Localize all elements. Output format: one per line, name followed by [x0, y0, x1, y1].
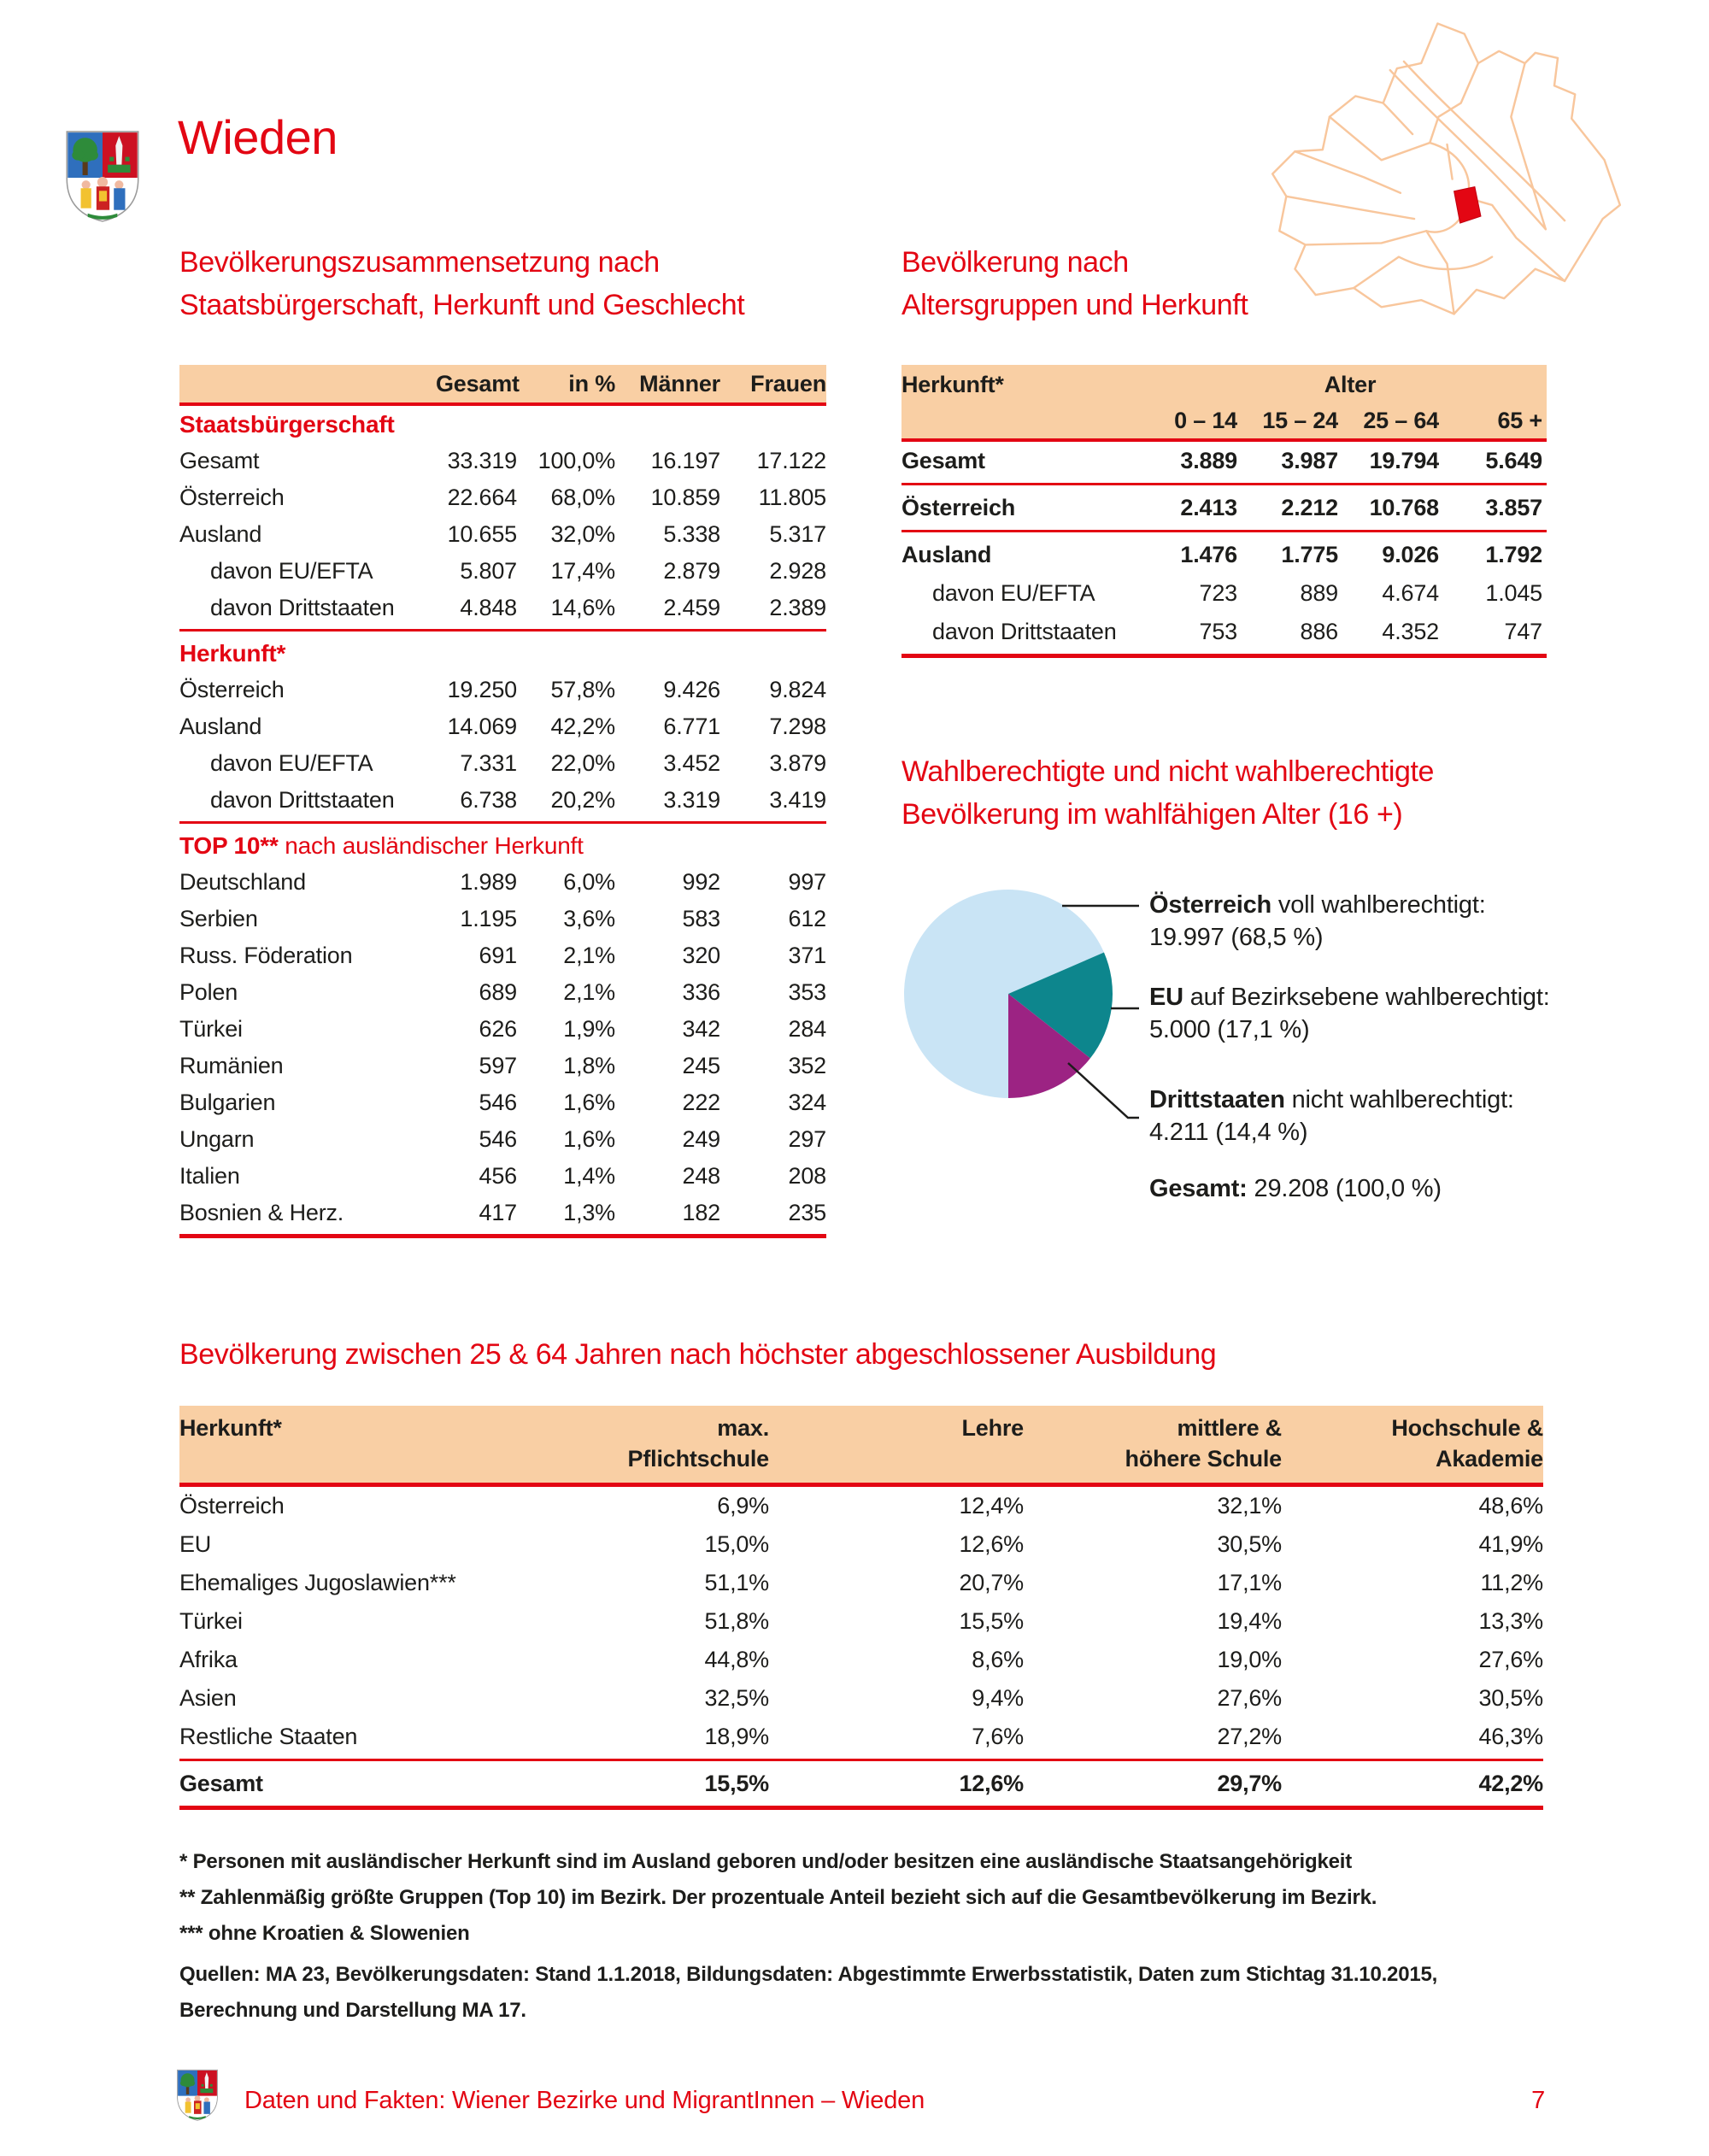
cell-lehre: 9,4%: [972, 1685, 1024, 1711]
row-label: Asien: [179, 1685, 237, 1711]
table-rule: [901, 530, 1547, 532]
cell-mittlere-schule: 19,0%: [1217, 1647, 1282, 1672]
cell-gesamt: 546: [479, 1090, 517, 1115]
row-label: davon EU/EFTA: [210, 558, 373, 584]
cell-in-percent: 42,2%: [550, 714, 615, 739]
cell-maenner: 3.452: [663, 750, 720, 776]
table-rule: [901, 654, 1547, 658]
pie-label-austria-bold: Österreich: [1149, 891, 1272, 919]
cell-frauen: 9.824: [769, 677, 826, 702]
row-label: Italien: [179, 1163, 240, 1189]
pie-section-title-line2: Bevölkerung im wahlfähigen Alter (16 +): [901, 798, 1403, 831]
cell-hochschule: 42,2%: [1478, 1771, 1543, 1796]
vienna-districts-map: [1260, 13, 1632, 342]
cell-lehre: 8,6%: [972, 1647, 1024, 1672]
cell-maenner: 336: [682, 979, 720, 1005]
cell-gesamt: 19.250: [447, 677, 517, 702]
pie-label-eu-rest: auf Bezirksebene wahlberechtigt:: [1183, 984, 1550, 1011]
table-group-label: Staatsbürgerschaft: [179, 411, 395, 438]
footnote-1: * Personen mit ausländischer Herkunft sind im Ausland geboren und/oder besitzen eine ausländische Staatsangehörigkeit: [179, 1850, 1353, 1873]
cell-age-15-24: 2.212: [1281, 495, 1338, 520]
table-row: [179, 1158, 826, 1195]
pie-label-drittstaaten: [1149, 1084, 1628, 1148]
cell-age-0-14: 2.413: [1180, 495, 1237, 520]
pie-total-label: [1149, 1172, 1628, 1205]
header-pflichtschule: max. Pflichtschule: [627, 1415, 769, 1472]
table-row: [179, 782, 826, 819]
row-label: Österreich: [901, 495, 1016, 520]
map-district-highlight-wieden: [1454, 187, 1481, 223]
cell-age-65plus: 5.649: [1485, 448, 1542, 473]
cell-gesamt: 1.989: [460, 869, 517, 895]
cell-frauen: 235: [788, 1200, 826, 1225]
table-rule: [179, 1234, 826, 1238]
table-subtitle: TOP 10** nach ausländischer Herkunft: [179, 832, 584, 859]
age-groups-table: [901, 365, 1547, 661]
pie-total-bold: Gesamt:: [1149, 1175, 1248, 1202]
table-row: [179, 708, 826, 745]
cell-frauen: 3.879: [769, 750, 826, 776]
header-lehre: Lehre: [961, 1415, 1024, 1441]
cell-in-percent: 6,0%: [563, 869, 615, 895]
footnote-sources-line1: Quellen: MA 23, Bevölkerungsdaten: Stand 1.1.2018, Bildungsdaten: Abgestimmte Erwerbsstatistik, Daten zum Stichtag 31.10.2015,: [179, 1963, 1438, 1986]
table-row: [901, 536, 1547, 574]
table-rule: [179, 821, 826, 824]
cell-hochschule: 30,5%: [1478, 1685, 1543, 1711]
header-herkunft: Herkunft*: [179, 1415, 282, 1441]
row-label: Ausland: [179, 714, 262, 739]
table-rule: [179, 1806, 1543, 1810]
row-label: Restliche Staaten: [179, 1724, 358, 1749]
cell-mittlere-schule: 30,5%: [1217, 1531, 1282, 1557]
cell-frauen: 612: [788, 906, 826, 931]
cell-hochschule: 11,2%: [1480, 1570, 1543, 1595]
left-section-title: [179, 241, 744, 326]
cell-age-25-64: 10.768: [1369, 495, 1439, 520]
table-row: [901, 442, 1547, 480]
cell-frauen: 11.805: [758, 485, 826, 510]
cell-pflichtschule: 51,1%: [704, 1570, 769, 1595]
table-row: [179, 1718, 1543, 1756]
cell-mittlere-schule: 17,1%: [1217, 1570, 1282, 1595]
cell-mittlere-schule: 32,1%: [1217, 1493, 1282, 1519]
row-label: Ausland: [901, 542, 992, 567]
row-label: davon Drittstaaten: [932, 619, 1117, 644]
cell-in-percent: 1,9%: [563, 1016, 615, 1042]
row-label: Bulgarien: [179, 1090, 276, 1115]
cell-age-25-64: 4.352: [1382, 619, 1439, 644]
pie-label-drittstaaten-rest: nicht wahlberechtigt:: [1284, 1086, 1514, 1113]
cell-in-percent: 20,2%: [550, 787, 615, 813]
table-row: [179, 1602, 1543, 1641]
header-mittlere-schule: mittlere & höhere Schule: [1125, 1415, 1282, 1472]
header-frauen: Frauen: [750, 371, 826, 397]
pie-section-title: [901, 750, 1434, 836]
table-row: [179, 1048, 826, 1084]
table-header-row: [179, 365, 826, 402]
table-row: [179, 864, 826, 901]
row-label: Ehemaliges Jugoslawien***: [179, 1570, 456, 1595]
cell-frauen: 5.317: [769, 521, 826, 547]
pie-label-austria-value: 19.997 (68,5 %): [1149, 924, 1324, 951]
cell-age-25-64: 9.026: [1382, 542, 1439, 567]
cell-lehre: 20,7%: [959, 1570, 1024, 1595]
cell-gesamt: 1.195: [460, 906, 517, 931]
cell-frauen: 2.928: [769, 558, 826, 584]
cell-in-percent: 32,0%: [550, 521, 615, 547]
cell-maenner: 342: [682, 1016, 720, 1042]
table-row: [179, 1679, 1543, 1718]
cell-hochschule: 27,6%: [1478, 1647, 1543, 1672]
cell-hochschule: 41,9%: [1478, 1531, 1543, 1557]
cell-maenner: 10.859: [650, 485, 720, 510]
row-label: Türkei: [179, 1016, 243, 1042]
header-alter: Alter: [1324, 372, 1377, 397]
table-row: [179, 937, 826, 974]
footer-text: Daten und Fakten: Wiener Bezirke und MigrantInnen – Wieden: [244, 2087, 925, 2114]
right-section-title-line1: Bevölkerung nach: [901, 246, 1129, 279]
cell-gesamt: 456: [479, 1163, 517, 1189]
cell-pflichtschule: 18,9%: [704, 1724, 769, 1749]
table-row: [179, 590, 826, 626]
pie-label-austria: [1149, 889, 1628, 954]
right-section-title: [901, 241, 1248, 326]
cell-maenner: 248: [682, 1163, 720, 1189]
header-herkunft: Herkunft*: [901, 372, 1004, 397]
cell-pflichtschule: 15,5%: [704, 1771, 769, 1796]
cell-frauen: 997: [788, 869, 826, 895]
row-label: Österreich: [179, 1493, 285, 1519]
cell-gesamt: 33.319: [447, 448, 517, 473]
row-label: Serbien: [179, 906, 258, 931]
cell-gesamt: 10.655: [447, 521, 517, 547]
table-row: [179, 1121, 826, 1158]
table-body: [179, 1487, 1543, 1810]
cell-hochschule: 13,3%: [1478, 1608, 1543, 1634]
page-number: 7: [1531, 2087, 1545, 2114]
pie-label-austria-rest: voll wahlberechtigt:: [1271, 891, 1486, 919]
table-row: [179, 1564, 1543, 1602]
table-row: [179, 1084, 826, 1121]
row-label: Gesamt: [179, 1771, 263, 1796]
table-row: [179, 1765, 1543, 1803]
row-label: Türkei: [179, 1608, 243, 1634]
cell-lehre: 7,6%: [972, 1724, 1024, 1749]
cell-maenner: 245: [682, 1053, 720, 1078]
footnote-2: ** Zahlenmäßig größte Gruppen (Top 10) im Bezirk. Der prozentuale Anteil bezieht sich auf die Gesamtbevölkerung im Bezirk.: [179, 1886, 1377, 1909]
cell-mittlere-schule: 27,2%: [1217, 1724, 1282, 1749]
left-section-title-line1: Bevölkerungszusammensetzung nach: [179, 246, 660, 279]
pie-leader-line-drittstaaten: [1068, 1063, 1139, 1118]
cell-in-percent: 3,6%: [563, 906, 615, 931]
table-row: [179, 516, 826, 553]
cell-age-0-14: 1.476: [1180, 542, 1237, 567]
header-maenner: Männer: [639, 371, 720, 397]
cell-maenner: 6.771: [663, 714, 720, 739]
cell-frauen: 7.298: [769, 714, 826, 739]
cell-age-65plus: 1.045: [1485, 580, 1542, 606]
cell-in-percent: 1,4%: [563, 1163, 615, 1189]
cell-frauen: 324: [788, 1090, 826, 1115]
cell-age-65plus: 747: [1504, 619, 1542, 644]
cell-maenner: 992: [682, 869, 720, 895]
row-label: davon EU/EFTA: [932, 580, 1095, 606]
cell-in-percent: 2,1%: [563, 979, 615, 1005]
cell-maenner: 182: [682, 1200, 720, 1225]
row-label: Österreich: [179, 677, 285, 702]
cell-age-15-24: 889: [1300, 580, 1338, 606]
cell-frauen: 371: [788, 943, 826, 968]
cell-gesamt: 14.069: [447, 714, 517, 739]
education-table: [179, 1406, 1543, 1813]
row-label: davon EU/EFTA: [210, 750, 373, 776]
cell-gesamt: 626: [479, 1016, 517, 1042]
cell-in-percent: 14,6%: [550, 595, 615, 620]
header-gesamt: Gesamt: [436, 371, 520, 397]
cell-lehre: 12,6%: [959, 1531, 1024, 1557]
table-header-band: [901, 365, 1547, 438]
cell-in-percent: 1,8%: [563, 1053, 615, 1078]
cell-lehre: 12,4%: [959, 1493, 1024, 1519]
table-row: [179, 1195, 826, 1231]
cell-hochschule: 46,3%: [1478, 1724, 1543, 1749]
cell-age-15-24: 1.775: [1281, 542, 1338, 567]
cell-maenner: 320: [682, 943, 720, 968]
row-label: Polen: [179, 979, 238, 1005]
row-label: Russ. Föderation: [179, 943, 353, 968]
row-label: Afrika: [179, 1647, 238, 1672]
citizenship-origin-table: [179, 365, 826, 1242]
cell-age-25-64: 19.794: [1369, 448, 1439, 473]
row-label: Gesamt: [179, 448, 260, 473]
cell-gesamt: 546: [479, 1126, 517, 1152]
footnotes: [179, 1844, 1564, 2029]
table-row: [179, 672, 826, 708]
cell-gesamt: 597: [479, 1053, 517, 1078]
header-age-0-14: 0 – 14: [1174, 408, 1237, 433]
table-rule: [901, 483, 1547, 485]
cell-maenner: 249: [682, 1126, 720, 1152]
cell-in-percent: 17,4%: [550, 558, 615, 584]
pie-label-eu: [1149, 981, 1628, 1046]
cell-age-15-24: 886: [1300, 619, 1338, 644]
row-label: Österreich: [179, 485, 285, 510]
row-label: Ungarn: [179, 1126, 255, 1152]
cell-pflichtschule: 44,8%: [704, 1647, 769, 1672]
cell-age-65plus: 1.792: [1485, 542, 1542, 567]
pie-label-eu-value: 5.000 (17,1 %): [1149, 1016, 1310, 1043]
page-title: Wieden: [178, 110, 338, 164]
cell-frauen: 284: [788, 1016, 826, 1042]
row-label: davon Drittstaaten: [210, 595, 395, 620]
cell-maenner: 16.197: [650, 448, 720, 473]
row-label: EU: [179, 1531, 212, 1557]
cell-frauen: 297: [788, 1126, 826, 1152]
table-row: [179, 1487, 1543, 1525]
cell-gesamt: 7.331: [460, 750, 517, 776]
table-row: [179, 745, 826, 782]
cell-gesamt: 22.664: [447, 485, 517, 510]
cell-lehre: 12,6%: [959, 1771, 1024, 1796]
right-section-title-line2: Altersgruppen und Herkunft: [901, 289, 1248, 321]
table-row: [179, 1641, 1543, 1679]
table-row: [179, 1525, 1543, 1564]
cell-in-percent: 68,0%: [550, 485, 615, 510]
map-outline-icon: [1272, 23, 1620, 314]
row-label: Deutschland: [179, 869, 306, 895]
cell-gesamt: 5.807: [460, 558, 517, 584]
cell-maenner: 583: [682, 906, 720, 931]
education-section-title: Bevölkerung zwischen 25 & 64 Jahren nach höchster abgeschlossener Ausbildung: [179, 1338, 1217, 1371]
table-row: [179, 901, 826, 937]
table-row: [179, 443, 826, 479]
header-hochschule: Hochschule & Akademie: [1391, 1415, 1543, 1472]
cell-in-percent: 1,6%: [563, 1090, 615, 1115]
cell-frauen: 353: [788, 979, 826, 1005]
cell-mittlere-schule: 29,7%: [1217, 1771, 1282, 1796]
cell-hochschule: 48,6%: [1478, 1493, 1543, 1519]
table-group-label: Herkunft*: [179, 640, 286, 667]
table-header-band: [179, 1406, 1543, 1483]
cell-frauen: 17.122: [756, 448, 826, 473]
cell-mittlere-schule: 27,6%: [1217, 1685, 1282, 1711]
table-rule: [179, 1759, 1543, 1761]
cell-in-percent: 57,8%: [550, 677, 615, 702]
cell-pflichtschule: 15,0%: [704, 1531, 769, 1557]
cell-age-0-14: 753: [1199, 619, 1237, 644]
cell-frauen: 352: [788, 1053, 826, 1078]
header-age-15-24: 15 – 24: [1262, 408, 1338, 433]
district-crest-icon: [63, 128, 142, 228]
cell-maenner: 2.879: [663, 558, 720, 584]
row-label: davon Drittstaaten: [210, 787, 395, 813]
cell-frauen: 3.419: [769, 787, 826, 813]
cell-in-percent: 1,3%: [563, 1200, 615, 1225]
cell-pflichtschule: 51,8%: [704, 1608, 769, 1634]
cell-gesamt: 4.848: [460, 595, 517, 620]
table-row: [901, 489, 1547, 527]
table-row: [901, 613, 1547, 651]
cell-frauen: 2.389: [769, 595, 826, 620]
cell-maenner: 9.426: [663, 677, 720, 702]
header-age-65plus: 65 +: [1497, 408, 1542, 433]
voting-pie-chart: [872, 855, 1162, 1145]
row-label: Ausland: [179, 521, 262, 547]
footer-crest-icon: [175, 2068, 220, 2126]
table-body: [179, 406, 826, 1238]
footnote-3: *** ohne Kroatien & Slowenien: [179, 1922, 470, 1945]
pie-total-value: 29.208 (100,0 %): [1247, 1175, 1442, 1202]
cell-gesamt: 689: [479, 979, 517, 1005]
pie-section-title-line1: Wahlberechtigte und nicht wahlberechtigte: [901, 755, 1435, 788]
cell-age-15-24: 3.987: [1281, 448, 1338, 473]
table-row: [901, 574, 1547, 613]
cell-age-0-14: 723: [1199, 580, 1237, 606]
cell-pflichtschule: 6,9%: [717, 1493, 769, 1519]
table-row: [179, 974, 826, 1011]
cell-frauen: 208: [788, 1163, 826, 1189]
table-row: [179, 479, 826, 516]
cell-mittlere-schule: 19,4%: [1217, 1608, 1282, 1634]
cell-in-percent: 2,1%: [563, 943, 615, 968]
left-section-title-line2: Staatsbürgerschaft, Herkunft und Geschlecht: [179, 289, 745, 321]
row-label: Rumänien: [179, 1053, 284, 1078]
cell-in-percent: 1,6%: [563, 1126, 615, 1152]
cell-age-0-14: 3.889: [1180, 448, 1237, 473]
pie-label-drittstaaten-value: 4.211 (14,4 %): [1149, 1119, 1308, 1146]
table-row: [179, 1011, 826, 1048]
cell-pflichtschule: 32,5%: [704, 1685, 769, 1711]
pie-label-eu-bold: EU: [1149, 984, 1183, 1011]
table-header-row: [901, 402, 1547, 438]
cell-in-percent: 22,0%: [550, 750, 615, 776]
cell-lehre: 15,5%: [959, 1608, 1024, 1634]
pie-label-drittstaaten-bold: Drittstaaten: [1149, 1086, 1285, 1113]
cell-maenner: 5.338: [663, 521, 720, 547]
cell-maenner: 2.459: [663, 595, 720, 620]
cell-gesamt: 417: [479, 1200, 517, 1225]
row-label: Bosnien & Herz.: [179, 1200, 344, 1225]
header-age-25-64: 25 – 64: [1363, 408, 1439, 433]
cell-in-percent: 100,0%: [537, 448, 615, 473]
footnote-sources-line2: Berechnung und Darstellung MA 17.: [179, 1999, 526, 2022]
table-body: [901, 442, 1547, 658]
cell-maenner: 3.319: [663, 787, 720, 813]
table-row: [179, 553, 826, 590]
cell-gesamt: 691: [479, 943, 517, 968]
table-rule: [179, 629, 826, 632]
cell-age-25-64: 4.674: [1382, 580, 1439, 606]
cell-maenner: 222: [682, 1090, 720, 1115]
row-label: Gesamt: [901, 448, 985, 473]
cell-gesamt: 6.738: [460, 787, 517, 813]
cell-age-65plus: 3.857: [1485, 495, 1542, 520]
header-in-percent: in %: [568, 371, 615, 397]
